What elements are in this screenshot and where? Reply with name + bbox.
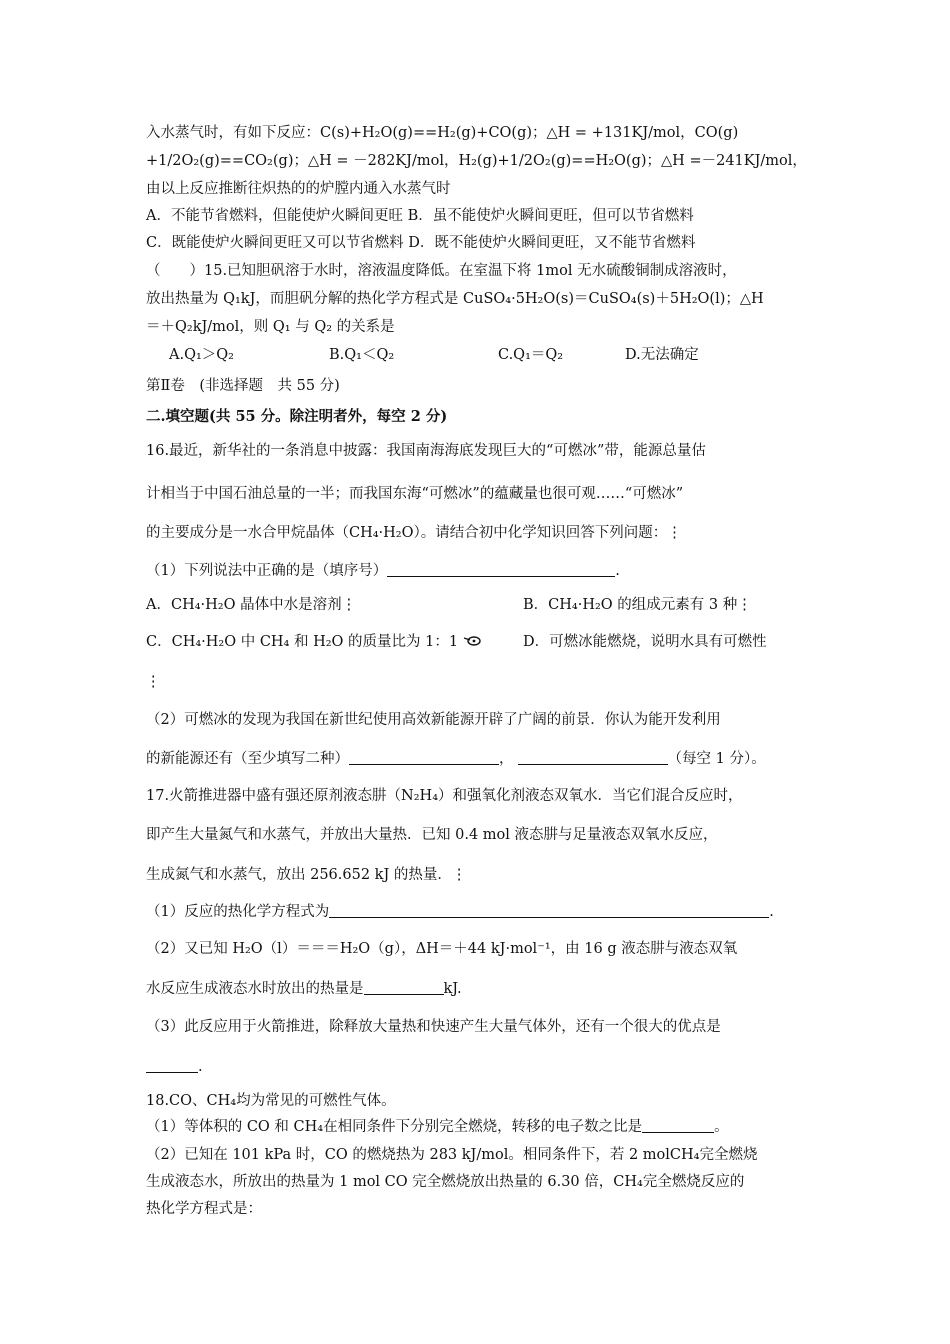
q17-heat-blank[interactable] <box>364 980 444 995</box>
q18-part-2-line-1: （2）已知在 101 kPa 时，CO 的燃烧热为 283 kJ/mol。相同条件下，若 2 molCH₄完全燃烧 <box>146 1147 758 1163</box>
q16-line-1: 16.最近，新华社的一条消息中披露：我国南海海底发现巨大的“可燃冰”带，能源总量估 <box>146 443 706 459</box>
q17-part-1-text: （1）反应的热化学方程式为 <box>146 904 330 920</box>
q15-line-3: ＝＋Q₂kJ/mol，则 Q₁ 与 Q₂ 的关系是 <box>146 319 395 335</box>
q18-ratio-blank[interactable] <box>642 1118 714 1133</box>
q18-part-1-end: 。 <box>714 1119 729 1135</box>
section-two-heading: 二.填空题(共 55 分。除注明者外，每空 2 分) <box>146 408 448 425</box>
q17-line-3: 生成氮气和水蒸气，放出 256.652 kJ 的热量．⋮ <box>146 867 467 883</box>
q16-option-d: D．可燃冰能燃烧，说明水具有可燃性 <box>523 634 767 650</box>
q16-line-2: 计相当于中国石油总量的一半；而我国东海“可燃冰”的蕴藏量也很可观……“可燃冰” <box>146 486 684 502</box>
q17-part-3-end: . <box>198 1059 203 1075</box>
q17-part-3-line-1: （3）此反应用于火箭推进，除释放大量热和快速产生大量气体外，还有一个很大的优点是 <box>146 1019 721 1035</box>
q15-line-1: （ ）15.已知胆矾溶于水时，溶液温度降低。在室温下将 1mol 无水硫酸铜制成溶液时， <box>146 263 737 279</box>
q17-advantage-blank[interactable] <box>146 1058 198 1073</box>
q14-line-2: +1/2O₂(g)==CO₂(g)；△H = －282KJ/mol，H₂(g)+1/2O₂(g)==H₂O(g)；△H =－241KJ/mol， <box>146 153 807 169</box>
small-mark-icon <box>463 635 483 647</box>
q15-line-2: 放出热量为 Q₁kJ，而胆矾分解的热化学方程式是 CuSO₄·5H₂O(s)＝CuSO₄(s)＋5H₂O(l)；△H <box>146 291 764 307</box>
q17-line-2: 即产生大量氮气和水蒸气，并放出大量热．已知 0.4 mol 液态肼与足量液态双氧水反应， <box>146 827 718 843</box>
q16-part-1 <box>146 561 620 581</box>
q16-line-3: 的主要成分是一水合甲烷晶体（CH₄·H₂O）。请结合初中化学知识回答下列问题：⋮ <box>146 525 682 541</box>
q16-part-1-text: （1）下列说法中正确的是（填序号） <box>146 563 388 579</box>
q18-part-1-text: （1）等体积的 CO 和 CH₄在相同条件下分别完全燃烧，转移的电子数之比是 <box>146 1119 643 1135</box>
q16-part-1-answer-blank[interactable] <box>387 562 615 577</box>
q16-dots: ⋮ <box>146 674 161 690</box>
q16-part-2-line-1: （2）可燃冰的发现为我国在新世纪使用高效新能源开辟了广阔的前景．你认为能开发利用 <box>146 712 721 728</box>
q16-energy-blank-2[interactable] <box>518 750 668 765</box>
q17-part-2-line-1: （2）又已知 H₂O（l）＝＝＝H₂O（g），ΔH＝＋44 kJ·mol⁻¹，由 16 g 液态肼与液态双氧 <box>146 941 738 957</box>
q17-part-3-line-2 <box>146 1057 203 1077</box>
q16-option-a: A．CH₄·H₂O 晶体中水是溶剂⋮ <box>146 597 357 613</box>
q16-option-c-text: C．CH₄·H₂O 中 CH₄ 和 H₂O 的质量比为 1：1 <box>146 634 459 650</box>
q17-part-2-unit: kJ. <box>443 981 462 997</box>
q16-part-1-end: . <box>615 563 620 579</box>
q18-part-1 <box>146 1117 729 1137</box>
q16-energy-blank-1[interactable] <box>349 750 499 765</box>
q14-line-1: 入水蒸气时，有如下反应：C(s)+H₂O(g)==H₂(g)+CO(g)；△H = +131KJ/mol，CO(g) <box>146 125 739 141</box>
q17-part-2-line-2 <box>146 979 462 999</box>
q18-part-2-line-3: 热化学方程式是： <box>146 1201 262 1217</box>
q15-option-d: D.无法确定 <box>625 347 699 363</box>
q16-option-c <box>146 632 483 652</box>
q18-part-2-line-2: 生成液态水，所放出的热量为 1 mol CO 完全燃烧放出热量的 6.30 倍，CH₄完全燃烧反应的 <box>146 1174 745 1190</box>
q15-option-b: B.Q₁＜Q₂ <box>329 347 395 363</box>
q16-part-2-line-2 <box>146 749 766 769</box>
q17-part-1-end: . <box>769 904 774 920</box>
q15-option-c: C.Q₁＝Q₂ <box>498 347 564 363</box>
q16-part-2-text: 的新能源还有（至少填写二种） <box>146 751 349 767</box>
q14-options-ab: A．不能节省燃料，但能使炉火瞬间更旺 B．虽不能使炉火瞬间更旺，但可以节省燃料 <box>146 208 694 224</box>
q17-line-1: 17.火箭推进器中盛有强还原剂液态肼（N₂H₄）和强氧化剂液态双氧水．当它们混合反应时， <box>146 788 743 804</box>
q17-part-1 <box>146 902 774 922</box>
q15-option-a: A.Q₁＞Q₂ <box>169 347 234 363</box>
q14-options-cd: C．既能使炉火瞬间更旺又可以节省燃料 D．既不能使炉火瞬间更旺，又不能节省燃料 <box>146 235 696 251</box>
q18-line-1: 18.CO、CH₄均为常见的可燃性气体。 <box>146 1093 396 1109</box>
q14-line-3: 由以上反应推断往炽热的的炉膛内通入水蒸气时 <box>146 181 451 197</box>
q16-option-b: B．CH₄·H₂O 的组成元素有 3 种⋮ <box>523 597 752 613</box>
q16-part-2-end: （每空 1 分）。 <box>667 751 766 767</box>
q17-equation-blank[interactable] <box>329 903 769 918</box>
q17-part-2-text: 水反应生成液态水时放出的热量是 <box>146 981 364 997</box>
part-two-heading: 第Ⅱ卷 (非选择题 共 55 分) <box>146 378 340 394</box>
q16-part-2-comma: ， <box>499 751 514 767</box>
